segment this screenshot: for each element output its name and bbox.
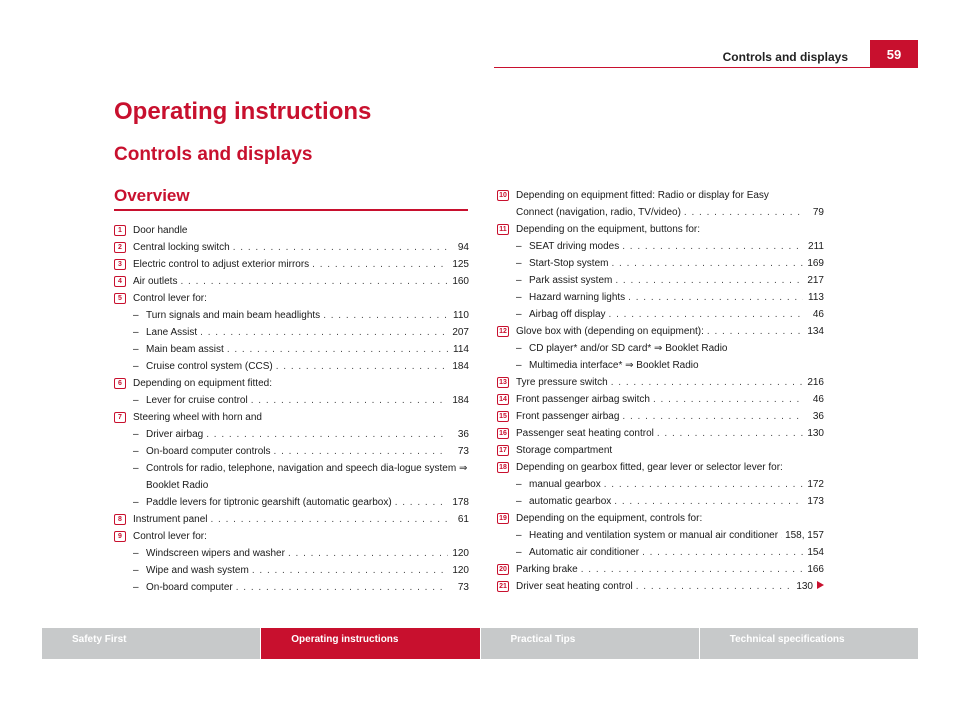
entry-text: Turn signals and main beam headlights <box>146 310 321 321</box>
page-ref[interactable]: 158, 157 <box>785 530 824 541</box>
callout-number: 13 <box>497 377 509 388</box>
dot-leader <box>684 204 803 221</box>
toc-row <box>516 408 824 425</box>
page-ref[interactable]: 94 <box>457 242 469 253</box>
overview-item <box>114 290 469 375</box>
callout-number: 16 <box>497 428 509 439</box>
sub-item <box>133 562 469 579</box>
toc-row <box>516 561 824 578</box>
dash-marker: – <box>516 275 522 286</box>
overview-item <box>497 459 824 510</box>
entry-text: Depending on gearbox fitted, gear lever or selector lever for: <box>516 462 783 473</box>
sub-item <box>133 545 469 562</box>
page-ref[interactable]: 172 <box>807 479 824 490</box>
header-rule <box>494 67 918 68</box>
entry-text: Start-Stop system <box>529 258 609 269</box>
entry-text: Depending on equipment fitted: <box>133 378 272 389</box>
entry-text: Connect (navigation, radio, TV/video) <box>516 207 681 218</box>
callout-number: 17 <box>497 445 509 456</box>
dash-marker: – <box>133 565 139 576</box>
dash-marker: – <box>133 497 139 508</box>
sub-item <box>516 544 824 561</box>
dot-leader <box>628 289 803 306</box>
toc-row <box>529 544 824 561</box>
overview-item <box>114 528 469 596</box>
toc-row <box>133 222 469 239</box>
entry-text: automatic gearbox <box>529 496 612 507</box>
toc-row <box>146 579 469 596</box>
callout-number: 12 <box>497 326 509 337</box>
page-ref[interactable]: 36 <box>812 411 824 422</box>
toc-row <box>146 443 469 460</box>
page-ref[interactable]: 61 <box>457 514 469 525</box>
entry-text: Wipe and wash system <box>146 565 249 576</box>
right-column <box>497 187 824 595</box>
footer-tab-technical-specifications[interactable]: Technical specifications <box>700 628 918 659</box>
callout-number: 6 <box>114 378 126 389</box>
toc-row <box>146 562 469 579</box>
entry-text: Tyre pressure switch <box>516 377 608 388</box>
toc-row <box>146 307 469 324</box>
sub-item <box>133 392 469 409</box>
dot-leader <box>251 392 448 409</box>
entry-text: Electric control to adjust exterior mirrors <box>133 259 310 270</box>
overview-item <box>497 442 824 459</box>
dash-marker: – <box>516 530 522 541</box>
dash-marker: – <box>133 429 139 440</box>
page-ref[interactable]: 113 <box>808 292 824 303</box>
toc-row <box>529 357 824 374</box>
toc-row <box>133 511 469 528</box>
toc-row <box>146 324 469 341</box>
page-ref[interactable]: 211 <box>808 241 824 252</box>
sub-item <box>133 341 469 358</box>
dash-marker: – <box>516 343 522 354</box>
left-column <box>114 222 469 596</box>
entry-text: Parking brake <box>516 564 578 575</box>
overview-item <box>497 374 824 391</box>
dot-leader <box>657 425 803 442</box>
overview-item <box>114 222 469 239</box>
entry-text: Park assist system <box>529 275 613 286</box>
entry-text: Depending on the equipment, buttons for: <box>516 224 701 235</box>
toc-row <box>133 375 469 392</box>
page-ref[interactable]: 46 <box>812 309 824 320</box>
toc-row <box>146 426 469 443</box>
dot-leader <box>611 255 803 272</box>
sub-item <box>516 255 824 272</box>
overview-item <box>497 391 824 408</box>
footer-tab-safety-first[interactable]: Safety First <box>42 628 260 659</box>
dash-marker: – <box>133 446 139 457</box>
page-ref[interactable]: 120 <box>452 565 469 576</box>
dot-leader <box>642 544 803 561</box>
sub-item <box>516 272 824 289</box>
entry-text: Automatic air conditioner <box>529 547 640 558</box>
entry-text: On-board computer <box>146 582 233 593</box>
dot-leader <box>395 494 448 511</box>
entry-text: manual gearbox <box>529 479 601 490</box>
sub-item <box>516 527 824 544</box>
page-ref[interactable]: 36 <box>457 429 469 440</box>
callout-number: 14 <box>497 394 509 405</box>
toc-row <box>529 527 824 544</box>
dot-leader <box>622 408 803 425</box>
page-ref[interactable]: 114 <box>453 344 469 355</box>
subsection-title: Overview <box>114 186 190 205</box>
entry-text: Front passenger airbag <box>516 411 620 422</box>
entry-text: Driver airbag <box>146 429 204 440</box>
toc-row <box>516 578 824 595</box>
sub-item <box>133 324 469 341</box>
dot-leader <box>707 323 803 340</box>
toc-row <box>146 392 469 409</box>
dash-marker: – <box>133 361 139 372</box>
dot-leader <box>200 324 448 341</box>
page-ref[interactable]: 207 <box>452 327 469 338</box>
dash-marker: – <box>516 496 522 507</box>
dash-marker: – <box>516 309 522 320</box>
entry-text: SEAT driving modes <box>529 241 620 252</box>
dash-marker: – <box>133 344 139 355</box>
page-ref[interactable]: 184 <box>452 395 469 406</box>
entry-text: Storage compartment <box>516 445 613 456</box>
toc-row <box>516 510 824 527</box>
toc-row <box>146 341 469 358</box>
toc-row <box>133 256 469 273</box>
toc-row <box>133 290 469 307</box>
sub-item <box>133 460 469 494</box>
sub-item <box>516 289 824 306</box>
entry-text: On-board computer controls <box>146 446 271 457</box>
sub-item <box>516 340 824 357</box>
page-ref[interactable]: 173 <box>807 496 824 507</box>
page-ref[interactable]: 110 <box>453 310 469 321</box>
footer-nav <box>42 628 918 659</box>
entry-text: Front passenger airbag switch <box>516 394 650 405</box>
dash-marker: – <box>133 310 139 321</box>
callout-number: 18 <box>497 462 509 473</box>
page-ref[interactable]: 130 <box>807 428 824 439</box>
entry-text: Main beam assist <box>146 344 224 355</box>
toc-row <box>516 204 824 221</box>
page-ref[interactable]: 120 <box>452 548 469 559</box>
footer-tab-operating-instructions[interactable]: Operating instructions <box>261 628 479 659</box>
entry-text: Control lever for: <box>133 531 207 542</box>
dot-leader <box>206 426 448 443</box>
dot-leader <box>227 341 448 358</box>
page-ref[interactable]: 73 <box>457 446 469 457</box>
overview-item <box>497 510 824 561</box>
dash-marker: – <box>133 463 139 474</box>
entry-text: Glove box with (depending on equipment): <box>516 326 704 337</box>
continue-arrow-icon <box>817 581 824 589</box>
entry-text: Hazard warning lights <box>529 292 626 303</box>
dot-leader <box>604 476 803 493</box>
callout-number: 1 <box>114 225 126 236</box>
overview-item <box>497 578 824 595</box>
overview-item <box>497 561 824 578</box>
page-ref[interactable]: 160 <box>452 276 469 287</box>
sub-item <box>133 358 469 375</box>
entry-text: Control lever for: <box>133 293 207 304</box>
entry-text: Controls for radio, telephone, navigation and speech dia-logue system ⇒ Booklet Radio <box>146 463 468 491</box>
overview-item <box>114 409 469 511</box>
callout-number: 8 <box>114 514 126 525</box>
entry-text: Steering wheel with horn and <box>133 412 262 423</box>
entry-text: Windscreen wipers and washer <box>146 548 285 559</box>
callout-number: 2 <box>114 242 126 253</box>
overview-item <box>497 323 824 374</box>
dot-leader <box>312 256 448 273</box>
dot-leader <box>274 443 448 460</box>
toc-row <box>146 545 469 562</box>
sub-item <box>133 307 469 324</box>
page-ref[interactable]: 216 <box>807 377 824 388</box>
page-ref[interactable]: 217 <box>807 275 824 286</box>
dot-leader <box>180 273 448 290</box>
dot-leader <box>211 511 449 528</box>
dash-marker: – <box>516 360 522 371</box>
toc-row <box>133 273 469 290</box>
entry-text: Cruise control system (CCS) <box>146 361 273 372</box>
entry-text: CD player* and/or SD card* ⇒ Booklet Radio <box>529 343 728 354</box>
callout-number: 11 <box>497 224 509 235</box>
dot-leader <box>611 374 803 391</box>
toc-row <box>133 409 469 426</box>
page-ref[interactable]: 169 <box>807 258 824 269</box>
toc-row <box>516 391 824 408</box>
sub-item <box>516 306 824 323</box>
dash-marker: – <box>133 582 139 593</box>
toc-row <box>516 187 824 204</box>
toc-row <box>516 459 824 476</box>
page-ref[interactable]: 178 <box>452 497 469 508</box>
entry-text: Passenger seat heating control <box>516 428 654 439</box>
dot-leader <box>615 272 803 289</box>
entry-text: Air outlets <box>133 276 178 287</box>
overview-item <box>114 239 469 256</box>
toc-row <box>529 289 824 306</box>
callout-number: 7 <box>114 412 126 423</box>
toc-row <box>529 255 824 272</box>
overview-item <box>497 408 824 425</box>
dot-leader <box>323 307 448 324</box>
entry-text: Paddle levers for tiptronic gearshift (automatic gearbox) <box>146 497 392 508</box>
entry-text: Door handle <box>133 225 188 236</box>
dash-marker: – <box>133 327 139 338</box>
entry-text: Driver seat heating control <box>516 581 633 592</box>
page-ref[interactable]: 166 <box>807 564 824 575</box>
sub-item <box>133 579 469 596</box>
page-ref[interactable]: 79 <box>812 207 824 218</box>
dot-leader <box>614 493 803 510</box>
entry-text: Instrument panel <box>133 514 208 525</box>
callout-number: 15 <box>497 411 509 422</box>
subsection-rule <box>114 209 468 211</box>
dash-marker: – <box>516 547 522 558</box>
overview-item <box>497 187 824 221</box>
dash-marker: – <box>133 548 139 559</box>
dot-leader <box>781 527 782 544</box>
dot-leader <box>233 239 448 256</box>
overview-item <box>114 273 469 290</box>
sub-item <box>516 357 824 374</box>
callout-number: 21 <box>497 581 509 592</box>
dot-leader <box>622 238 803 255</box>
chapter-title: Controls and displays <box>114 144 313 165</box>
dot-leader <box>581 561 803 578</box>
page-header <box>0 40 960 68</box>
sub-item <box>133 443 469 460</box>
page-ref[interactable]: 184 <box>452 361 469 372</box>
callout-number: 9 <box>114 531 126 542</box>
page-number: 59 <box>870 40 918 68</box>
dot-leader <box>288 545 448 562</box>
toc-row <box>529 272 824 289</box>
header-title: Controls and displays <box>722 50 848 64</box>
dash-marker: – <box>516 292 522 303</box>
dash-marker: – <box>516 479 522 490</box>
callout-number: 5 <box>114 293 126 304</box>
entry-text: Heating and ventilation system or manual air conditioner <box>529 530 779 541</box>
entry-text: Central locking switch <box>133 242 230 253</box>
callout-number: 10 <box>497 190 509 201</box>
toc-row <box>516 221 824 238</box>
toc-row <box>529 306 824 323</box>
overview-item <box>497 221 824 323</box>
overview-item <box>497 425 824 442</box>
toc-row <box>529 493 824 510</box>
sub-item <box>516 238 824 255</box>
dot-leader <box>653 391 803 408</box>
toc-row <box>529 340 824 357</box>
sub-item <box>516 493 824 510</box>
page-ref[interactable]: 73 <box>457 582 469 593</box>
toc-row <box>529 238 824 255</box>
callout-number: 3 <box>114 259 126 270</box>
toc-row <box>516 323 824 340</box>
entry-text: Lane Assist <box>146 327 198 338</box>
dot-leader <box>609 306 803 323</box>
dot-leader <box>636 578 792 595</box>
toc-row <box>133 239 469 256</box>
footer-tab-practical-tips[interactable]: Practical Tips <box>481 628 699 659</box>
sub-item <box>133 426 469 443</box>
dot-leader <box>252 562 448 579</box>
toc-row <box>133 528 469 545</box>
dash-marker: – <box>516 258 522 269</box>
dash-marker: – <box>133 395 139 406</box>
toc-row <box>516 425 824 442</box>
sub-item <box>516 476 824 493</box>
sub-item <box>133 494 469 511</box>
toc-row <box>529 476 824 493</box>
dash-marker: – <box>516 241 522 252</box>
section-title: Operating instructions <box>114 98 372 125</box>
page-ref[interactable]: 130 <box>796 581 813 592</box>
entry-text: Airbag off display <box>529 309 606 320</box>
entry-text: Lever for cruise control <box>146 395 248 406</box>
overview-item <box>114 511 469 528</box>
overview-item <box>114 256 469 273</box>
toc-row <box>146 494 469 511</box>
toc-row <box>516 442 824 459</box>
dot-leader <box>236 579 448 596</box>
callout-number: 4 <box>114 276 126 287</box>
toc-row <box>516 374 824 391</box>
page-ref[interactable]: 134 <box>807 326 824 337</box>
callout-number: 19 <box>497 513 509 524</box>
dot-leader <box>276 358 448 375</box>
page-ref[interactable]: 46 <box>812 394 824 405</box>
toc-row <box>146 358 469 375</box>
page-ref[interactable]: 154 <box>807 547 824 558</box>
entry-text: Multimedia interface* ⇒ Booklet Radio <box>529 360 699 371</box>
page-ref[interactable]: 125 <box>452 259 469 270</box>
overview-item <box>114 375 469 409</box>
entry-text: Depending on the equipment, controls for: <box>516 513 703 524</box>
callout-number: 20 <box>497 564 509 575</box>
entry-text: Depending on equipment fitted: Radio or display for Easy <box>516 190 769 201</box>
